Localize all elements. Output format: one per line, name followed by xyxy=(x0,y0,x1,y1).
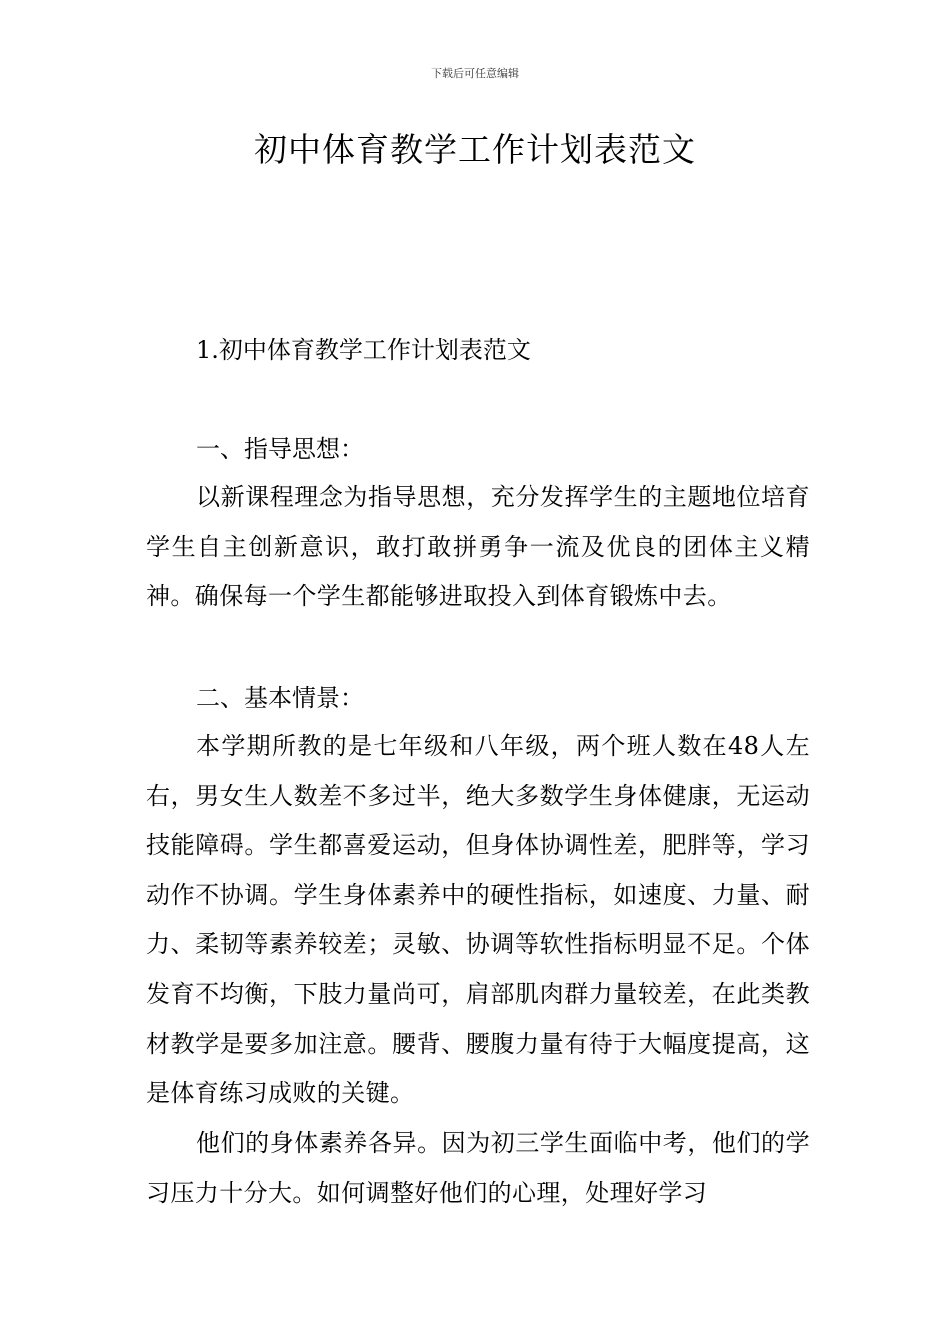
paragraph-physical-quality xyxy=(146,1119,810,1218)
paragraph-guiding-ideology xyxy=(146,473,810,622)
paragraph-basic-situation xyxy=(146,722,810,1119)
heading-basic-situation: 二、基本情景： xyxy=(196,684,364,712)
document-title: 初中体育教学工作计划表范文 xyxy=(254,130,696,169)
paragraph-text: 他们的身体素养各异。因为初三学生面临中考，他们的学习压力十分大。如何调整好他们的心理，处理好学习 xyxy=(146,1129,810,1207)
header-note: 下载后可任意编辑 xyxy=(431,67,519,80)
paragraph-text: 本学期所教的是七年级和八年级，两个班人数在48人左右，男女生人数差不多过半，绝大多数学生身体健康，无运动技能障碍。学生都喜爱运动，但身体协调性差，肥胖等，学习动作不协调。学生身体素养中的硬性指标，如速度、力量、耐力、柔韧等素养较差；灵敏、协调等软性指标明显不足。个体发育不均衡，下肢力量尚可，肩部肌肉群力量较差，在此类教材教学是要多加注意。腰背、腰腹力量有待于大幅度提高，这是体育练习成败的关键。 xyxy=(146,732,810,1108)
section-heading: 1.初中体育教学工作计划表范文 xyxy=(196,336,531,364)
paragraph-text: 以新课程理念为指导思想，充分发挥学生的主题地位培育学生自主创新意识，敢打敢拼勇争一流及优良的团体主义精神。确保每一个学生都能够进取投入到体育锻炼中去。 xyxy=(146,483,810,611)
heading-guiding-ideology: 一、指导思想： xyxy=(196,435,364,463)
